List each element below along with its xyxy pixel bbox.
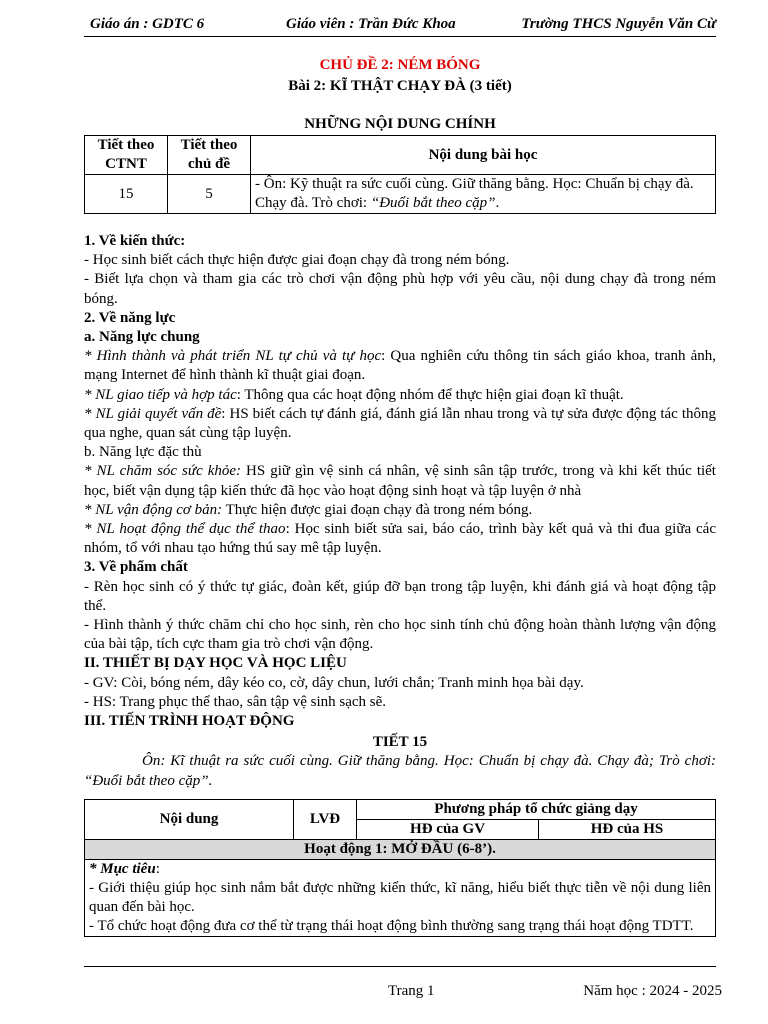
goal-label: * Mục tiêu: [89, 861, 156, 877]
quality-title: 3. Về phẩm chất: [84, 559, 188, 576]
ability-label: * Hình thành và phát triển NL tự chủ và tự học: [84, 348, 382, 365]
goal-item: - Giới thiệu giúp học sinh nắm bắt được những kiến thức, kĩ năng, hiểu biết thực tiễn về nội dung liên quan đến bài học.: [89, 880, 711, 915]
cell-chu-de: 5: [168, 175, 251, 214]
period-title: TIẾT 15: [372, 734, 428, 751]
col-gv-header: HĐ của GV: [357, 820, 539, 840]
ability-label: * NL hoạt động thể dục thể thao: [84, 521, 286, 538]
ability-text: : HS biết cách tự đánh giá, đánh giá lẫn nhau trong và tự sửa được động tác thông qua nghe, quan sát cùng tập luyện.: [84, 405, 716, 442]
ability-text: : Qua nghiên cứu thông tin sách giáo khoa, tranh ảnh, mạng Internet để hình thành kĩ thuật giai đoạn.: [84, 348, 716, 384]
goal-item: - Tổ chức hoạt động đưa cơ thể từ trạng thái hoạt động bình thường sang trạng thái hoạt động TDTT.: [89, 918, 694, 934]
goal-colon: :: [155, 861, 160, 877]
col-hs-header: HĐ của HS: [539, 820, 716, 840]
specific-ability-item: [84, 462, 716, 500]
header-chu-de: Tiết theo chủ đề: [168, 136, 251, 175]
main-content-title: NHỮNG NỘI DUNG CHÍNH: [304, 116, 496, 132]
header-teacher: Giáo viên : Trần Đức Khoa: [286, 16, 456, 32]
col-method-header: Phương pháp tổ chức giảng dạy: [357, 800, 716, 820]
cell-ctnt: 15: [85, 175, 168, 214]
knowledge-item: - Biết lựa chọn và tham gia các trò chơi vận động phù hợp với yêu cầu, nội dung chạy đà trong ném bóng.: [84, 271, 716, 307]
cell-content: [251, 175, 716, 214]
activity-table: [84, 799, 716, 937]
header-school: Trường THCS Nguyễn Văn Cừ: [521, 16, 716, 32]
ability-text: : Học sinh biết sửa sai, báo cáo, trình bày kết quả và thi đua giữa các nhóm, tổ với nhau tạo hứng thú say mê tập luyện.: [84, 521, 716, 557]
col-lvd-header: LVĐ: [294, 800, 357, 840]
header-content: Nội dung bài học: [251, 136, 716, 175]
quality-item: - Hình thành ý thức chăm chỉ cho học sinh, rèn cho học sinh tính chủ động hoàn thành lượng vận động của bài tập, tích cực tham gia trò chơi vận động.: [84, 617, 716, 653]
header-subject: Giáo án : GDTC 6: [90, 16, 205, 32]
cell-content-game: “Đuổi bắt theo cặp”: [370, 195, 496, 211]
specific-ability-item: [84, 520, 716, 558]
cell-content-text: - Ôn: Kỹ thuật ra sức cuối cùng. Giữ thăng bằng. Học: Chuẩn bị chạy đà. Chạy đà. Trò chơi:: [255, 176, 694, 211]
ability-label: * NL chăm sóc sức khỏe:: [84, 463, 242, 480]
ability-label: * NL giao tiếp và hợp tác: [84, 386, 237, 403]
ability-text: : Thông qua các hoạt động nhóm để thực hiện giai đoạn kĩ thuật.: [236, 386, 624, 403]
topic-title: CHỦ ĐỀ 2: NÉM BÓNG: [319, 57, 481, 73]
footer-divider: [84, 966, 716, 967]
equipment-item: - GV: Còi, bóng ném, dây kéo co, cờ, dây chun, lưới chắn; Tranh minh họa bài dạy.: [84, 674, 584, 691]
footer-page-number: Trang 1: [388, 983, 435, 999]
specific-ability-title: b. Năng lực đặc thù: [84, 444, 202, 461]
general-ability-item: [84, 386, 716, 405]
header-ctnt: Tiết theo CTNT: [85, 136, 168, 175]
equipment-title: II. THIẾT BỊ DẠY HỌC VÀ HỌC LIỆU: [84, 655, 347, 672]
content-table: [84, 135, 716, 214]
ability-label: * NL giải quyết vấn đề: [84, 405, 222, 422]
page-header: [84, 14, 716, 37]
ability-text: HS giữ gìn vệ sinh cá nhân, vệ sinh sân tập trước, trong và khi kết thúc tiết học, biết vận dụng tập kiến thức đã học vào hoạt động sinh hoạt và tập luyện ở nhà: [84, 463, 716, 499]
cell-content-end: .: [495, 195, 500, 211]
lesson-body: [84, 232, 716, 791]
ability-title: 2. Về năng lực: [84, 309, 176, 326]
footer-school-year: Năm học : 2024 - 2025: [583, 983, 722, 999]
knowledge-title: 1. Về kiến thức:: [84, 233, 186, 249]
specific-ability-item: [84, 501, 716, 520]
ability-label: * NL vận động cơ bản:: [84, 501, 223, 518]
activity-goal-cell: [85, 860, 716, 937]
process-title: III. TIẾN TRÌNH HOẠT ĐỘNG: [84, 713, 295, 730]
period-description: Ôn: Kĩ thuật ra sức cuối cùng. Giữ thăng bằng. Học: Chuẩn bị chạy đà. Chạy đà; Trò chơi: “Đuổi bắt theo cặp”.: [84, 753, 716, 789]
col-content-header: Nội dung: [85, 800, 294, 840]
general-ability-item: [84, 347, 716, 385]
quality-item: - Rèn học sinh có ý thức tự giác, đoàn kết, giúp đỡ bạn trong tập luyện, khi đánh giá và hoạt động tập thể.: [84, 578, 716, 614]
general-ability-title: a. Năng lực chung: [84, 329, 200, 346]
general-ability-item: [84, 405, 716, 443]
activity-1-row: Hoạt động 1: MỞ ĐẦU (6-8’).: [85, 840, 716, 860]
equipment-item: - HS: Trang phục thể thao, sân tập vệ sinh sạch sẽ.: [84, 693, 387, 710]
lesson-title: Bài 2: KĨ THẬT CHẠY ĐÀ (3 tiết): [288, 78, 512, 94]
knowledge-item: - Học sinh biết cách thực hiện được giai đoạn chạy đà trong ném bóng.: [84, 252, 510, 269]
ability-text: Thực hiện được giai đoạn chạy đà trong ném bóng.: [222, 501, 533, 518]
